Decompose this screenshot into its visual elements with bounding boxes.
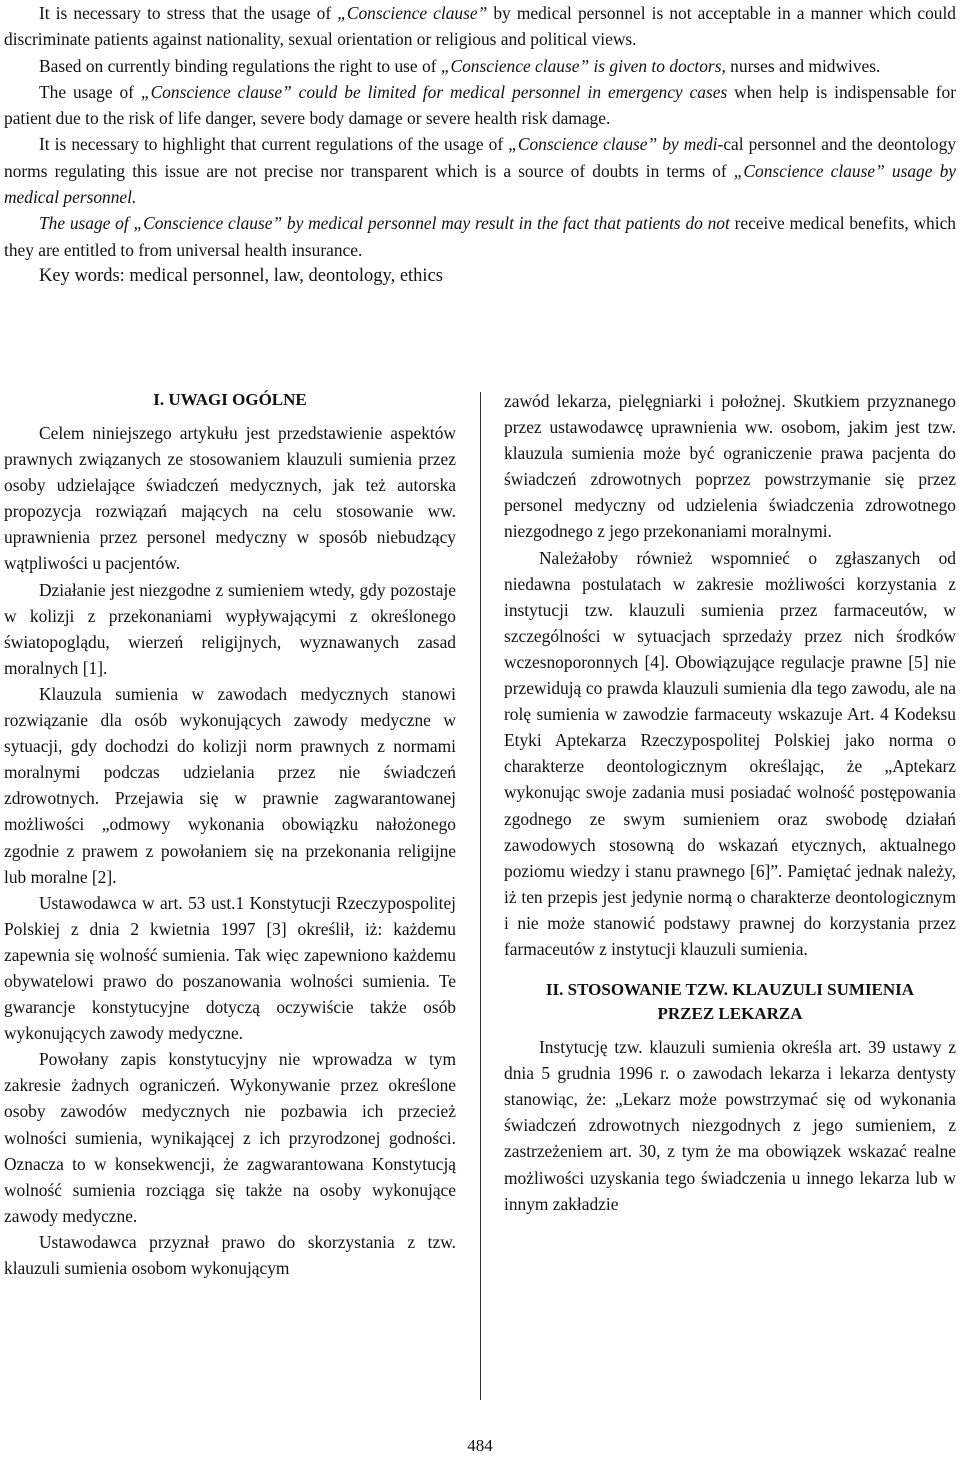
left-paragraph: Ustawodawca przyznał prawo do skorzystania z tzw. klauzuli sumienia osobom wykonującym: [4, 1231, 456, 1278]
section-heading-2: [504, 978, 956, 1026]
abstract: [4, 0, 956, 289]
keywords: Key words: medical personnel, law, deontology, ethics: [39, 265, 443, 286]
section-heading-2-line-2: PRZEZ LEKARZA: [657, 1004, 803, 1024]
right-paragraph: zawód lekarza, pielęgniarki i położnej. Skutkiem przyznanego przez ustawodawcę uprawnienia ww. osobom, jakim jest tzw. klauzula sumienia może być ograniczenie prawa pacjenta do świadczeń zdrowotnych poprzez powstrzymanie się przez personel medyczny od udzielenia świadczenia zdrowotnego niezgodnego z jego przekonaniami moralnymi.: [504, 391, 956, 542]
abstract-paragraph-5: The usage of „Conscience clause” by medical personnel may result in the fact that patients do not receive medical benefits, which they are entitled to from universal health insurance.: [4, 213, 956, 260]
left-paragraph: Powołany zapis konstytucyjny nie wprowadza w tym zakresie żadnych ograniczeń. Wykonywanie przez określone osoby zawodów medycznych nie pozbawia ich przecież wolności sumienia, wynikającej z ich przyrodzonej godności. Oznacza to w konsekwencji, że zagwarantowana Konstytucją wolność sumienia rozciąga się także na osoby wykonujące zawody medyczne.: [4, 1049, 456, 1226]
left-paragraph: Klauzula sumienia w zawodach medycznych stanowi rozwiązanie dla osób wykonujących zawody medyczne w sytuacji, gdy dochodzi do kolizji norm prawnych z normami moralnymi podczas udzielania przez nie świadczeń zdrowotnych. Przejawia się w prawnie zagwarantowanej możliwości „odmowy wykonania obowiązku nałożonego zgodnie z prawem z powołaniem się na przekonania religijne lub moralne [2].: [4, 683, 456, 887]
section-heading-2-line-1: II. STOSOWANIE TZW. KLAUZULI SUMIENIA: [545, 980, 915, 1000]
left-column: [4, 388, 456, 1281]
abstract-paragraph-4: It is necessary to highlight that current regulations of the usage of „Conscience clause” by medi-cal personnel and the deontology norms regulating this issue are not precise nor transparent which is a source of doubts in terms of „Conscience clause” usage by medical personnel.: [4, 134, 957, 208]
abstract-paragraph-2: Based on currently binding regulations the right to use of „Conscience clause” is given to doctors, nurses and midwives.: [39, 55, 881, 76]
left-paragraph: Ustawodawca w art. 53 ust.1 Konstytucji Rzeczypospolitej Polskiej z dnia 2 kwietnia 1997 [3] określił, iż: każdemu zapewnia się wolność sumienia. Tak więc zapewniono każdemu obywatelowi prawo do poszanowania wolności sumienia. Te gwarancje konstytucyjne dotyczą oczywiście także osób wykonujących zawody medyczne.: [4, 892, 456, 1044]
column-divider: [480, 392, 481, 1400]
right-column: [504, 388, 956, 1217]
abstract-paragraph-3: The usage of „Conscience clause” could be limited for medical personnel in emergency cases when help is indispensable for patient due to the risk of life danger, severe body damage or severe health risk damage.: [4, 81, 957, 129]
right-paragraph: Instytucję tzw. klauzuli sumienia określa art. 39 ustawy z dnia 5 grudnia 1996 r. o zawodach lekarza i lekarza dentysty stanowiąc, że: „Lekarz może powstrzymać się od wykonania świadczeń zdrowotnych niezgodnych z jego sumieniem, z zastrzeżeniem art. 30, z tym że ma obowiązek wskazać realne możliwości uzyskania tego świadczenia u innego lekarza lub w innym zakładzie: [504, 1037, 956, 1214]
left-paragraph: Działanie jest niezgodne z sumieniem wtedy, gdy pozostaje w kolizji z przekonaniami wypływającymi z określonego światopoglądu, wierzeń religijnych, wyznawanych zasad moralnych [1].: [4, 579, 456, 678]
page-number: 484: [467, 1436, 493, 1455]
abstract-paragraph-1: It is necessary to stress that the usage of „Conscience clause” by medical personnel is not acceptable in a manner which could discriminate patients against nationality, sexual orientation or religious and political views.: [4, 3, 957, 50]
section-heading-1: I. UWAGI OGÓLNE: [153, 390, 307, 409]
right-paragraph: Należałoby również wspomnieć o zgłaszanych od niedawna postulatach w zakresie możliwości korzystania z instytucji tzw. klauzuli sumienia przez farmaceutów, w szczególności w sytuacjach sprzedaży przez nich środków wczesnoporonnych [4]. Obowiązujące regulacje prawne [5] nie przewidują co prawda klauzuli sumienia dla tego zawodu, ale na rolę sumienia w zawodzie farmaceuty wskazuje Art. 4 Kodeksu Etyki Aptekarza Rzeczypospolitej Polskiej jako norma o charakterze deontologicznym określając, że „Aptekarz wykonując swoje zadania musi posiadać wolność postępowania zgodnego ze swym sumieniem oraz swobodę działań zawodowych stosowną do wskazań etycznych, aktualnego poziomu wiedzy i stanu prawnego [6]”. Pamiętać jednak należy, iż ten przepis jest jedynie normą o charakterze deontologicznym i nie może stanowić podstawy prawnej do korzystania przez farmaceutów z instytucji klauzuli sumienia.: [504, 547, 956, 959]
left-paragraph: Celem niniejszego artykułu jest przedstawienie aspektów prawnych związanych ze stosowaniem klauzuli sumienia przez osoby udzielające świadczeń medycznych, jak też autorska propozycja rozwiązań mających na celu stosowanie ww. uprawnienia przez personel medyczny w sposób niebudzący wątpliwości u pacjentów.: [4, 423, 456, 574]
